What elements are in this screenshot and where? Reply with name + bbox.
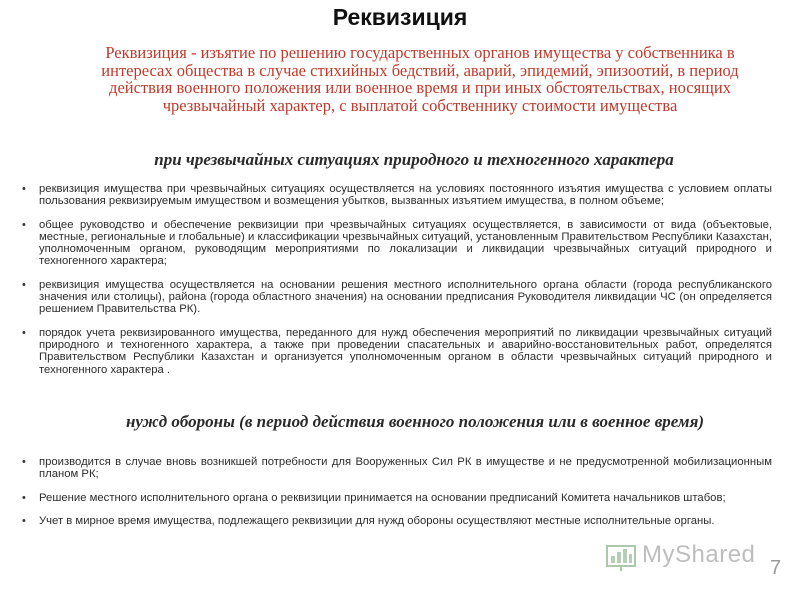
bullet-icon: •: [22, 278, 26, 291]
defense-bullet-list: [22, 456, 772, 538]
bullet-icon: •: [22, 514, 26, 527]
list-item: [22, 279, 772, 316]
list-item-text: реквизиция имущества осуществляется на основании решения местного исполнительного органа области (города республиканского значения или столицы), района (города областного значения) на основании предписания Руководителя ликвидации ЧС (он определяется решением Правительства РК).: [39, 278, 772, 316]
list-item: [22, 515, 772, 527]
bullet-icon: •: [22, 218, 26, 231]
watermark: [604, 535, 755, 575]
bullet-icon: •: [22, 491, 26, 504]
list-item-text: производится в случае вновь возникшей потребности для Вооруженных Сил РК в имуществе и не предусмотренной мобилизационным планом РК;: [39, 456, 772, 481]
bullet-icon: •: [22, 456, 26, 468]
slide-title: Реквизиция: [332, 4, 468, 30]
list-item: [22, 327, 772, 376]
list-item-text: общее руководство и обеспечение реквизиции при чрезвычайных ситуациях осуществляется, в зависимости от вида (объектовые, местные, региональные и глобальные) и классификации чрезвычайных ситуаций, установленным Правительством Республики Казахстан, уполномоченным органом, руководящим мероприятиями по локализации и ликвидации чрезвычайных ситуаций природного и техногенного характера;: [39, 218, 772, 268]
bullet-icon: •: [22, 326, 26, 339]
myshared-logo-icon: [604, 538, 638, 572]
definition-text: Реквизиция - изъятие по решению государственных органов имущества у собственника в интересах общества в случае стихийных бедствий, аварий, эпидемий, эпизоотий, в период действия военного положения или военное время и при иных обстоятельствах, носящих чрезвычайный характер, с выплатой собственнику стоимости имущества: [101, 43, 739, 115]
list-item: [22, 183, 772, 208]
watermark-text: MyShared: [642, 541, 756, 568]
list-item-text: реквизиция имущества при чрезвычайных ситуациях осуществляется на условиях постоянного изъятия имущества с условием оплаты пользования реквизируемым имуществом и возмещения убытков, вызванных изъятием имущества, в полном объеме;: [39, 183, 772, 208]
list-item: [22, 492, 772, 504]
list-item-text: Учет в мирное время имущества, подлежащего реквизиции для нужд обороны осуществляют местные исполнительные органы.: [39, 514, 715, 527]
list-item-text: порядок учета реквизированного имущества, переданного для нужд обеспечения мероприятий по ликвидации чрезвычайных ситуаций природного и техногенного характера, а также при проведении спасательных и аварийно-восстановительных работ, определятся Правительством Республики Казахстан и организуется уполномоченным органом в области чрезвычайных ситуаций природного и техногенного характера .: [39, 326, 772, 376]
list-item: [22, 456, 772, 481]
list-item: [22, 219, 772, 268]
section-heading-defense: нужд обороны (в период действия военного положения или в военное время): [125, 412, 704, 431]
emergency-bullet-list: [22, 183, 772, 387]
list-item-text: Решение местного исполнительного органа о реквизиции принимается на основании предписаний Комитета начальников штабов;: [39, 491, 726, 504]
page-number: 7: [770, 557, 782, 579]
bullet-icon: •: [22, 183, 26, 195]
section-heading-emergencies: при чрезвычайных ситуациях природного и техногенного характера: [154, 150, 674, 169]
